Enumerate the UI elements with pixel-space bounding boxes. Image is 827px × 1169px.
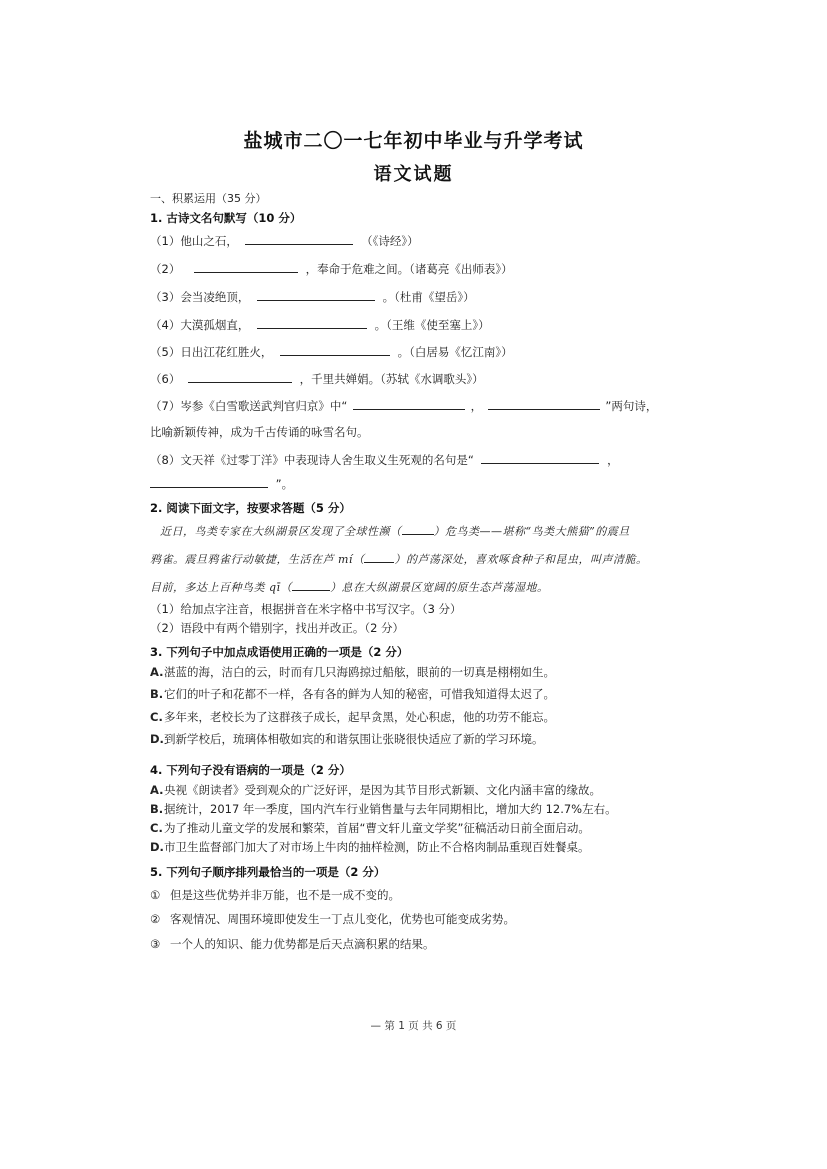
q2-para-line-2 — [150, 551, 647, 568]
q1-item-6-post: ，千里共婵娟。（苏轼《水调歌头》） — [299, 372, 484, 386]
q1-item-2-pre: （2） — [150, 262, 181, 276]
q2-para-3-b: ）息在大纵湖景区宽阔的原生态芦荡湿地。 — [330, 581, 549, 594]
q1-item-4-post: 。（王维《使至塞上》） — [374, 318, 490, 332]
q1-item-1-post: （《诗经》） — [361, 234, 419, 248]
q1-item-7 — [150, 398, 657, 414]
q1-item-1-pre: （1）他山之石， — [150, 234, 238, 248]
page-number-footer: — 第 1 页 共 6 页 — [370, 1020, 457, 1032]
q1-item-7-post: ”两句诗， — [605, 399, 658, 413]
q2-task-1: （1）给加点字注音，根据拼音在米字格中书写汉字。（3 分） — [150, 602, 462, 616]
q2-para-line-1 — [160, 523, 630, 540]
q5-item-1-key: ① — [150, 888, 161, 902]
q2-para-2-b: ）的芦荡深处，喜欢啄食种子和昆虫，叫声清脆。 — [394, 553, 648, 566]
q3-option-c-text: 多年来，老校长为了这群孩子成长，起早贪黑，处心积虑，他的功劳不能忘。 — [164, 710, 555, 724]
q1-item-4-pre: （4）大漠孤烟直， — [150, 318, 250, 332]
q1-item-8-post: ”。 — [275, 477, 294, 491]
q1-item-6-pre: （6） — [150, 372, 181, 386]
q1-item-2-post: ，奉命于危难之间。（诸葛亮《出师表》） — [305, 262, 513, 276]
q2-para-1-b: ）危鸟类——堪称“鸟类大熊猫”的震旦 — [433, 525, 630, 538]
q5-item-2-text: 客观情况、周围环境即使发生一丁点儿变化，优势也可能变成劣势。 — [170, 912, 515, 926]
q1-item-5-pre: （5）日出江花红胜火， — [150, 345, 273, 359]
q4-option-c-text: 为了推动儿童文学的发展和繁荣，首届“曹文轩儿童文学奖”征稿活动日前全面启动。 — [164, 821, 590, 835]
q1-item-8 — [150, 452, 619, 468]
q4-option-b-text: 据统计，2017 年一季度，国内汽车行业销售量与去年同期相比，增加大约 12.7%左右。 — [164, 802, 617, 816]
q1-item-8-pre: （8）文天祥《过零丁洋》中表现诗人舍生取义生死观的名句是“ — [150, 453, 474, 467]
exam-subtitle: 语文试题 — [373, 164, 454, 185]
q4-option-c[interactable] — [150, 820, 590, 836]
q3-option-a[interactable] — [150, 664, 555, 680]
q1-item-3-pre: （3）会当凌绝顶， — [150, 290, 250, 304]
q3-option-d-text: 到新学校后，琉璃体相敬如宾的和谐氛围让张晓很快适应了新的学习环境。 — [164, 732, 544, 746]
q2-para-3-a: 目前，多达上百种鸟类 qī（ — [150, 581, 293, 594]
q5-item-1 — [150, 887, 400, 903]
section-heading: 一、积累运用（35 分） — [150, 192, 267, 205]
q1-item-3 — [150, 289, 475, 305]
q3-option-b-text: 它们的叶子和花都不一样，各有各的鲜为人知的秘密，可惜我知道得太迟了。 — [164, 687, 555, 701]
q4-option-a-text: 央视《朗读者》受到观众的广泛好评，是因为其节目形式新颖、文化内涵丰富的缘故。 — [164, 783, 601, 797]
q2-blank-1[interactable] — [402, 523, 434, 535]
q1-item-7-pre: （7）岑参《白雪歌送武判官归京》中“ — [150, 399, 348, 413]
q4-option-a[interactable] — [150, 782, 601, 798]
q1-item-8-blank-1[interactable] — [481, 452, 599, 464]
q3-option-d-key: D. — [150, 732, 164, 746]
q4-option-d-text: 市卫生监督部门加大了对市场上牛肉的抽样检测，防止不合格肉制品重现百姓餐桌。 — [164, 840, 590, 854]
q2-para-1-a: 近日，鸟类专家在大纵湖景区发现了全球性濒（ — [160, 525, 402, 538]
q3-option-a-text: 湛蓝的海，洁白的云，时而有几只海鸥掠过船舷，眼前的一切真是栩栩如生。 — [164, 665, 555, 679]
exam-title: 盐城市二〇一七年初中毕业与升学考试 — [243, 130, 584, 152]
q5-item-2 — [150, 911, 515, 927]
q1-item-5-post: 。（白居易《忆江南》） — [397, 345, 513, 359]
q4-option-d-key: D. — [150, 840, 164, 854]
q1-item-1 — [150, 233, 419, 249]
q3-option-b-key: B. — [150, 687, 164, 701]
q2-para-2-a: 鸦雀。震旦鸦雀行动敏捷，生活在芦 mí（ — [150, 553, 365, 566]
q4-option-a-key: A. — [150, 783, 164, 797]
q1-item-5-blank[interactable] — [280, 344, 390, 356]
question-3-title: 3. 下列句子中加点成语使用正确的一项是（2 分） — [150, 645, 409, 659]
q1-item-6 — [150, 371, 484, 387]
q1-item-2 — [150, 261, 513, 277]
question-5-title: 5. 下列句子顺序排列最恰当的一项是（2 分） — [150, 865, 386, 879]
q3-option-c-key: C. — [150, 710, 163, 724]
q5-item-1-text: 但是这些优势并非万能，也不是一成不变的。 — [170, 888, 400, 902]
q1-item-5 — [150, 344, 513, 360]
question-2-title: 2. 阅读下面文字，按要求答题（5 分） — [150, 501, 351, 515]
q1-item-6-blank[interactable] — [188, 371, 292, 383]
q1-item-3-post: 。（杜甫《望岳》） — [382, 290, 475, 304]
q1-item-1-blank[interactable] — [245, 233, 353, 245]
q3-option-b[interactable] — [150, 686, 555, 702]
q1-item-8-blank-2[interactable] — [150, 476, 268, 488]
q1-item-7-blank-2[interactable] — [488, 398, 600, 410]
q1-item-4 — [150, 317, 490, 333]
q2-blank-2[interactable] — [364, 551, 394, 563]
q1-item-7-mid: ， — [470, 399, 483, 413]
q2-task-2: （2）语段中有两个错别字，找出并改正。（2 分） — [150, 621, 405, 635]
q1-item-7-blank-1[interactable] — [353, 398, 465, 410]
q1-item-8-mid: ， — [607, 453, 619, 467]
q1-item-2-blank[interactable] — [194, 261, 298, 273]
q3-option-c[interactable] — [150, 709, 555, 725]
q3-option-a-key: A. — [150, 665, 164, 679]
q2-blank-3[interactable] — [292, 579, 330, 591]
q4-option-b-key: B. — [150, 802, 164, 816]
q5-item-3-text: 一个人的知识、能力优势都是后天点滴积累的结果。 — [170, 937, 435, 951]
q1-item-8-cont — [150, 476, 293, 492]
q5-item-2-key: ② — [150, 912, 161, 926]
q1-item-4-blank[interactable] — [257, 317, 367, 329]
question-1-title: 1. 古诗文名句默写（10 分） — [150, 211, 302, 225]
q3-option-d[interactable] — [150, 731, 544, 747]
q1-item-7-cont: 比喻新颖传神，成为千古传诵的咏雪名句。 — [150, 425, 369, 439]
q4-option-d[interactable] — [150, 839, 590, 855]
q5-item-3 — [150, 936, 435, 952]
q5-item-3-key: ③ — [150, 937, 161, 951]
q1-item-3-blank[interactable] — [257, 289, 375, 301]
question-4-title: 4. 下列句子没有语病的一项是（2 分） — [150, 763, 351, 777]
q2-para-line-3 — [150, 579, 549, 596]
q4-option-c-key: C. — [150, 821, 163, 835]
q4-option-b[interactable] — [150, 801, 617, 817]
